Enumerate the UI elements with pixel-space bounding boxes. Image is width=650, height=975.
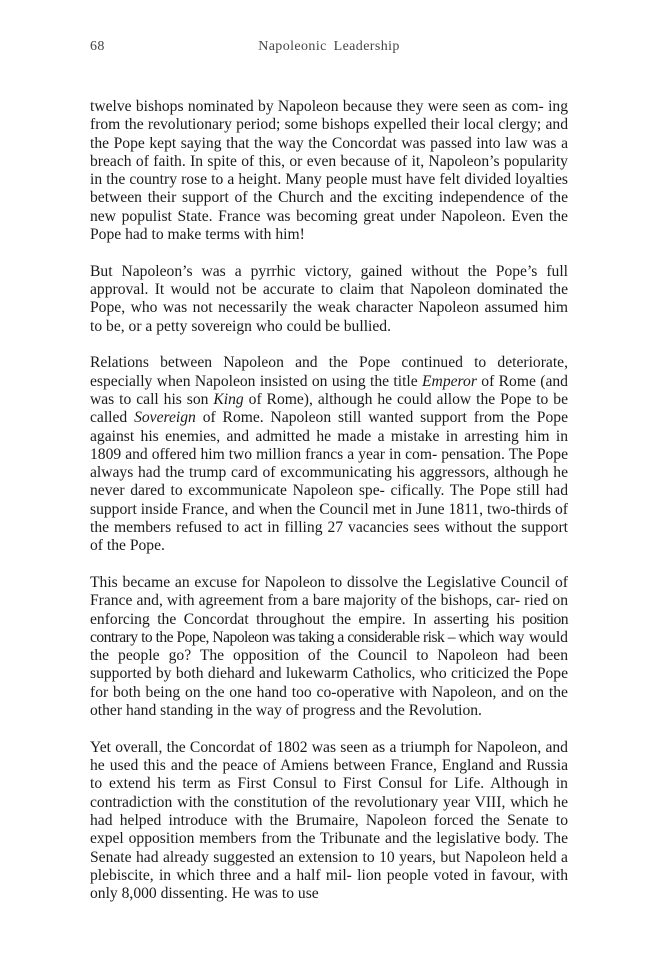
- text-line: pensation. The Pope always had the trump card of excommunicating his: [90, 445, 569, 482]
- emphasis-king: King: [213, 390, 244, 408]
- text-line: met in June 1811, two-thirds of the members refused to act in filling 27: [90, 500, 568, 537]
- text-line: aggressors, although he never dared to excommunicate Napoleon spe-: [90, 464, 568, 500]
- emphasis-emperor: Emperor: [422, 372, 477, 390]
- text-line: the legislative body. The Senate had already suggested an extension to: [90, 830, 568, 866]
- text-line: exciting independence of the new populist State. France was becoming: [90, 189, 569, 225]
- paragraph-5: [90, 739, 568, 904]
- text-line: Revolution.: [408, 702, 482, 720]
- text-line: great under Napoleon. Even the Pope had to make terms with him!: [90, 207, 568, 244]
- text-line: and he used this and the peace of Amiens between France, England: [90, 738, 568, 775]
- text-line: had been supported by both diehard and lukewarm Catholics, who: [90, 647, 568, 683]
- text-line: 10 years, but Napoleon held a plebiscite, in which three and a half mil-: [90, 848, 568, 884]
- text-line: criticized the Pope for both being on the one hand too co-operative with: [90, 665, 569, 701]
- paragraph-1: [90, 98, 568, 244]
- text-line: lion people voted in favour, with only 8,000 dissenting. He was to use: [90, 866, 568, 903]
- page-number: 68: [90, 39, 105, 54]
- text-line-part: of Rome. Napoleon still wanted support: [195, 409, 467, 427]
- text-line: position contrary to the Pope, Napoleon was taking a considerable risk – which: [90, 610, 568, 646]
- text-line: approval. It would not be accurate to claim that Napoleon dominated: [90, 281, 543, 299]
- text-line: have felt divided loyalties between their support of the Church and the: [90, 171, 568, 207]
- text-line: ing from the revolutionary period; some bishops expelled their local: [90, 98, 568, 134]
- text-line: vacancies sees without the support of the Pope.: [90, 519, 568, 555]
- text-line: This became an excuse for Napoleon to dissolve the Legislative Council: [90, 574, 551, 591]
- text-line: and Russia to extend his term as First Consul to First Consul for Life.: [90, 757, 568, 793]
- body-text: [90, 98, 568, 922]
- text-line-part: (and was to call his son: [90, 372, 568, 408]
- text-line: him to be, or a petty sovereign who could be bullied.: [90, 299, 568, 335]
- text-line: Yet overall, the Concordat of 1802 was seen as a triumph for Napoleon,: [90, 738, 542, 756]
- text-line: from the Pope against his enemies, and admitted he made a mistake in: [90, 409, 568, 445]
- text-line: into law was a breach of faith. In spite of this, or even because of it,: [90, 134, 568, 170]
- text-line: ried on enforcing the Concordat throughout the empire. In asserting his: [90, 592, 568, 628]
- text-line: Napoleon, and on the other hand standing in the way of progress and the: [90, 683, 568, 720]
- text-line: But Napoleon’s was a pyrrhic victory, gained without the Pope’s full: [90, 262, 568, 280]
- paragraph-4: [90, 574, 568, 720]
- text-line-part: Pope to be called: [90, 390, 568, 427]
- text-line: cifically. The Pope still had support inside France, and when the Council: [90, 482, 568, 518]
- paragraph-3: [90, 354, 568, 555]
- text-line: of France and, with agreement from a bare majority of the bishops, car-: [90, 574, 568, 610]
- text-line: Relations between Napoleon and the Pope continued to deteriorate,: [90, 354, 568, 372]
- text-line: Napoleon’s popularity in the country rose to a height. Many people must: [90, 152, 568, 189]
- text-line-part: of Rome: [476, 372, 536, 390]
- text-line-part: especially when Napoleon insisted on using the title: [90, 372, 423, 390]
- text-line: forced the Senate to expel opposition members from the Tribunate and: [90, 811, 568, 848]
- running-header: [90, 39, 568, 59]
- emphasis-sovereign: Sovereign: [134, 409, 196, 427]
- text-line: way would the people go? The opposition of the Council to Napoleon: [90, 628, 568, 665]
- text-line: twelve bishops nominated by Napoleon because they were seen as com-: [90, 98, 544, 115]
- text-line: arresting him in 1809 and offered him two million francs a year in com-: [90, 427, 569, 463]
- text-line-part: of Rome), although he could allow the: [243, 390, 496, 408]
- text-line: the Pope, who was not necessarily the weak character Napoleon assumed: [90, 281, 568, 317]
- text-line: Although in contradiction with the constitution of the revolutionary: [90, 775, 568, 811]
- paragraph-2: [90, 263, 568, 336]
- running-title: Napoleonic Leadership: [258, 39, 400, 54]
- text-line: clergy; and the Pope kept saying that the way the Concordat was passed: [90, 116, 568, 152]
- text-line: year VIII, which he had helped introduce with the Brumaire, Napoleon: [90, 793, 568, 829]
